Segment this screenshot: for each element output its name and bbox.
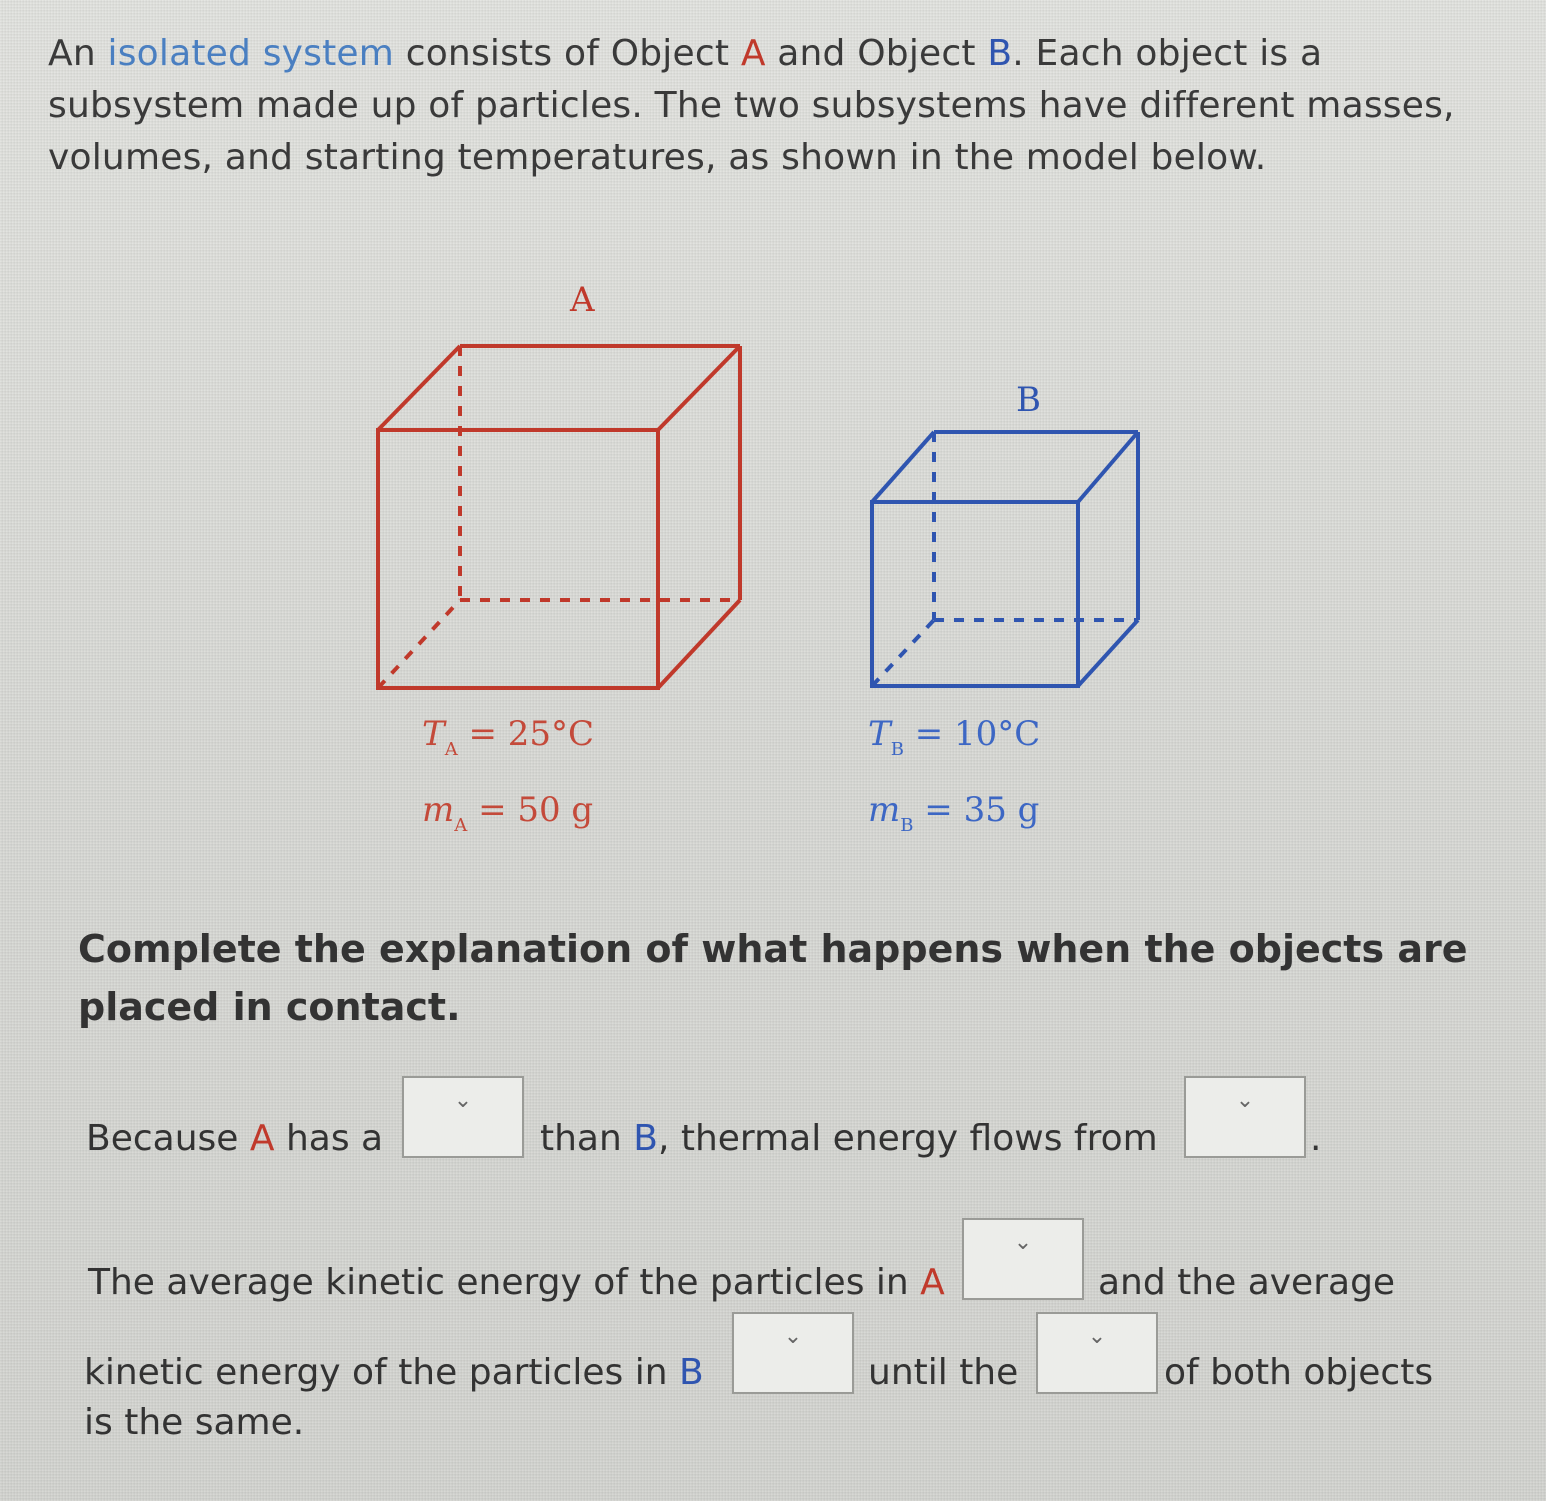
- intro-text: consists of Object: [394, 33, 741, 74]
- mass-subscript: B: [900, 815, 914, 836]
- dropdown-ke-b-change[interactable]: [732, 1312, 854, 1394]
- cubes-diagram: [360, 270, 1180, 870]
- isolated-system-link[interactable]: isolated system: [107, 33, 395, 74]
- temp-subscript: A: [444, 739, 458, 760]
- chevron-down-icon: ⌄: [1087, 1324, 1107, 1349]
- intro-text: . Each object is a subsystem made up of particles. The two subsystems have different masses, volumes, and starting temperatures, as shown in the model below.: [48, 33, 1455, 178]
- object-b-ref: B: [678, 1352, 704, 1393]
- sentence-1-end: .: [1310, 1118, 1322, 1159]
- mass-b-equation: [868, 790, 1039, 836]
- object-b-ref: B: [633, 1118, 658, 1159]
- sentence-3-start: [84, 1352, 704, 1393]
- sentence-2-end: and the average: [1098, 1262, 1396, 1303]
- dropdown-ke-a-change[interactable]: [962, 1218, 1084, 1300]
- temp-subscript: B: [890, 739, 904, 760]
- dropdown-flow-direction[interactable]: [1184, 1076, 1306, 1158]
- text: , thermal energy flows from: [657, 1118, 1158, 1159]
- temp-a-value: = 25°C: [468, 714, 595, 754]
- mass-a-equation: [422, 790, 593, 836]
- temp-a-equation: [422, 714, 594, 760]
- temp-symbol: T: [868, 714, 891, 754]
- temp-b-equation: [868, 714, 1040, 760]
- intro-paragraph: [48, 28, 1488, 184]
- question-prompt: Complete the explanation of what happens when the objects are placed in contact.: [78, 927, 1468, 1029]
- sentence-3-middle: until the: [868, 1352, 1019, 1393]
- mass-a-value: = 50 g: [478, 790, 594, 830]
- cube-b: [872, 432, 1138, 686]
- cube-b-front-face: [872, 502, 1078, 686]
- chevron-down-icon: ⌄: [453, 1088, 473, 1113]
- temp-b-value: = 10°C: [914, 714, 1041, 754]
- text: has a: [274, 1118, 384, 1159]
- temp-symbol: T: [422, 714, 445, 754]
- object-b-ref: B: [987, 33, 1013, 74]
- sentence-2-start: [88, 1262, 945, 1303]
- object-a-ref: A: [920, 1262, 945, 1303]
- cube-a: [378, 346, 740, 688]
- model-figure: [360, 270, 1180, 870]
- mass-subscript: A: [454, 815, 468, 836]
- object-a-ref: A: [740, 33, 766, 74]
- chevron-down-icon: ⌄: [1235, 1088, 1255, 1113]
- chevron-down-icon: ⌄: [783, 1324, 803, 1349]
- text: than: [540, 1118, 634, 1159]
- dropdown-equal-property[interactable]: [1036, 1312, 1158, 1394]
- sentence-1-start: [86, 1118, 383, 1159]
- intro-text: and Object: [765, 33, 988, 74]
- chevron-down-icon: ⌄: [1013, 1230, 1033, 1255]
- cube-a-front-face: [378, 430, 658, 688]
- text: kinetic energy of the particles in: [84, 1352, 679, 1393]
- sentence-1-middle: [540, 1118, 1158, 1159]
- label-object-a: A: [570, 280, 595, 320]
- intro-text: An: [48, 33, 108, 74]
- mass-symbol: m: [868, 790, 901, 830]
- text: Because: [86, 1118, 250, 1159]
- mass-symbol: m: [422, 790, 455, 830]
- dropdown-property[interactable]: [402, 1076, 524, 1158]
- label-object-b: B: [1016, 380, 1041, 420]
- object-a-ref: A: [249, 1118, 275, 1159]
- text: The average kinetic energy of the particles in: [88, 1262, 921, 1303]
- sentence-3-end: of both objects: [1164, 1352, 1434, 1393]
- sentence-4: is the same.: [84, 1402, 305, 1443]
- mass-b-value: = 35 g: [924, 790, 1040, 830]
